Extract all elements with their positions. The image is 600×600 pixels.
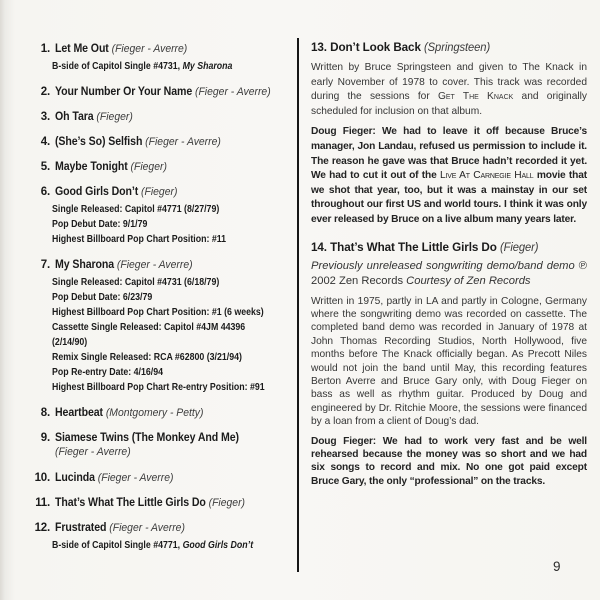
track-number: 7. — [40, 259, 50, 271]
track-item — [24, 85, 294, 99]
track-number: 8. — [40, 407, 50, 419]
track-title: Let Me Out — [55, 43, 109, 55]
track-title: Heartbeat — [55, 407, 103, 419]
text-segment: Highest Billboard Pop Chart Position: #11 — [52, 234, 227, 245]
track-credit: (Fieger) — [208, 497, 246, 509]
track-number: 10. — [34, 472, 50, 484]
section-heading — [311, 40, 573, 55]
text-segment: Doug Fieger: We had to work very fast and be well rehearsed because the money was so short and we had six songs to record and mix. No one got paid except Bruce Gary, the only “professional” on the tracks. — [311, 435, 587, 487]
track-body — [55, 110, 140, 124]
section-heading — [311, 240, 573, 255]
track-title-line — [55, 471, 173, 485]
track-title-line — [55, 496, 245, 510]
track-credit: (Fieger - Averre) — [97, 472, 174, 484]
text-segment: Cassette Single Released: Capitol #4JM 44396 — [52, 322, 246, 333]
track-title: Frustrated — [55, 522, 107, 534]
track-credit-line — [55, 445, 239, 460]
track-credit: (Fieger - Averre) — [116, 259, 193, 271]
page-number: 9 — [553, 559, 561, 574]
track-number: 5. — [40, 161, 50, 173]
text-segment: and originally scheduled for inclusion on that album. — [311, 91, 587, 117]
text-segment: Highest Billboard Pop Chart Position: #1 (6 weeks) — [52, 307, 264, 318]
track-detail-line — [52, 335, 265, 350]
section-subtitle — [311, 259, 587, 289]
track-detail-line — [52, 365, 265, 380]
track-detail-line — [52, 217, 226, 232]
track-body — [55, 160, 177, 174]
track-credit: (Fieger - Averre) — [111, 43, 188, 55]
track-detail-line — [52, 320, 265, 335]
track-title: Siamese Twins (The Monkey And Me) — [55, 432, 239, 444]
track-title-line — [55, 42, 241, 56]
track-credit: (Montgomery - Petty) — [105, 407, 204, 419]
track-item — [24, 110, 294, 124]
track-number: 3. — [40, 111, 50, 123]
track-number: 1. — [40, 43, 50, 55]
track-credit: (Fieger - Averre) — [145, 136, 221, 148]
track-title-line — [55, 258, 275, 272]
track-body — [55, 431, 255, 460]
text-segment: Pop Debut Date: 9/1/79 — [52, 219, 148, 230]
track-number: 2. — [40, 86, 50, 98]
column-divider — [297, 38, 299, 572]
track-title: Your Number Or Your Name — [55, 86, 193, 98]
text-segment: Doug Fieger: We had to leave it off because Bruce’s manager, Jon Landau, refused us permission to include it. The reason he gave was that Bruce hadn’t recorded it yet. We had to cut it out of the — [311, 126, 587, 182]
text-segment: Written in 1975, partly in LA and partly in Cologne, Germany where the songwriting demo was recorded on cassette. The completed band demo was recorded in January of 1978 at John Thomas Recording Studios, North Hollywood, five months before The Knack officially began. As Precott Niles would not join the band until May, this recording features Berton Averre and Bruce Gary only, with Doug Fieger on bass as well as rhythm guitar. Produced by Doug and engineered by Dr. Ritchie Moore, the sessions were financed by a loan from a client of Doug’s dad. — [311, 295, 587, 428]
track-detail-line — [52, 59, 232, 74]
track-body — [55, 85, 289, 99]
track-detail-line — [52, 380, 265, 395]
track-body — [55, 496, 262, 510]
track-body — [55, 406, 216, 420]
track-credit: (Fieger - Averre) — [109, 522, 185, 534]
track-item — [24, 160, 294, 174]
track-body — [55, 135, 235, 149]
track-details — [52, 538, 281, 553]
text-segment: B-side of Capitol Single #4731, — [52, 61, 183, 72]
track-credit: (Fieger - Averre) — [55, 446, 131, 458]
track-detail-line — [52, 232, 226, 247]
track-credit: (Fieger - Averre) — [194, 86, 271, 98]
section-number: 14. — [311, 239, 327, 254]
track-title-line — [55, 135, 221, 149]
track-body — [55, 471, 184, 485]
track-body — [52, 258, 294, 395]
section-title: That’s What The Little Girls Do — [330, 239, 497, 254]
paragraph — [311, 295, 587, 429]
track-number: 11. — [35, 497, 50, 509]
text-segment: (2/14/90) — [52, 337, 88, 348]
section-title: Don’t Look Back — [330, 40, 421, 54]
track-detail-line — [52, 202, 226, 217]
text-segment: Single Released: Capitol #4771 (8/27/79) — [52, 204, 220, 215]
text-segment: Courtesy of Zen Records — [406, 274, 531, 287]
text-segment: Single Released: Capitol #4731 (6/18/79) — [52, 277, 220, 288]
text-segment: Get The Knack — [437, 91, 514, 103]
section-credit: (Springsteen) — [424, 40, 491, 54]
text-segment: B-side of Capitol Single #4771, — [52, 540, 183, 551]
track-details — [52, 202, 250, 247]
track-item — [24, 521, 294, 553]
track-title-line — [55, 431, 239, 445]
text-segment: Pop Re-entry Date: 4/16/94 — [52, 367, 164, 378]
track-details — [52, 275, 294, 395]
liner-notes — [311, 40, 587, 500]
text-segment: My Sharona — [182, 61, 233, 72]
track-body — [52, 521, 281, 553]
track-body — [52, 42, 257, 74]
track-title-line — [55, 406, 203, 420]
text-segment: Live At Carnegie Hall — [439, 170, 534, 182]
text-segment: Highest Billboard Pop Chart Re-entry Position: #91 — [52, 382, 265, 393]
section-number: 13. — [311, 40, 327, 54]
track-number: 9. — [40, 432, 50, 444]
track-number: 12. — [34, 522, 50, 534]
track-item — [24, 431, 294, 460]
track-item — [24, 471, 294, 485]
article-section — [311, 40, 587, 228]
track-title: Maybe Tonight — [55, 161, 128, 173]
track-item — [24, 258, 294, 395]
text-segment: Pop Debut Date: 6/23/79 — [52, 292, 153, 303]
track-detail-line — [52, 350, 265, 365]
track-details — [52, 59, 257, 74]
track-detail-line — [52, 275, 265, 290]
paragraph — [311, 125, 587, 227]
track-detail-line — [52, 305, 265, 320]
track-body — [52, 185, 250, 247]
track-item — [24, 185, 294, 247]
track-list — [24, 42, 294, 564]
track-title: Oh Tara — [55, 111, 94, 123]
track-title: (She’s So) Selfish — [55, 136, 143, 148]
text-segment: movie that we shot that year, too, but it was a mainstay in our set throughout our first US and world tours. I think it was only ever released by Bruce on a live album many years later. — [311, 170, 587, 225]
track-title-line — [55, 160, 167, 174]
text-segment: ℗ 2002 Zen Records — [311, 259, 587, 287]
track-item — [24, 135, 294, 149]
track-title: Good Girls Don’t — [55, 186, 139, 198]
track-title: That’s What The Little Girls Do — [55, 497, 206, 509]
text-segment: Remix Single Released: RCA #62800 (3/21/94) — [52, 352, 242, 363]
track-detail-line — [52, 290, 265, 305]
track-credit: (Fieger) — [96, 111, 133, 123]
track-number: 6. — [40, 186, 50, 198]
track-item — [24, 496, 294, 510]
text-segment: Previously unreleased songwriting demo/band demo — [311, 259, 579, 272]
text-segment: Written by Bruce Springsteen and given to The Knack in early November of 1978 to cover. This track was recorded during the sessions for — [311, 62, 587, 103]
track-title-line — [55, 521, 263, 535]
track-credit: (Fieger) — [130, 161, 167, 173]
paragraph — [311, 435, 587, 489]
section-credit: (Fieger) — [499, 239, 539, 254]
track-detail-line — [52, 538, 253, 553]
text-segment: Good Girls Don’t — [182, 540, 254, 551]
track-number: 4. — [40, 136, 50, 148]
track-item — [24, 42, 294, 74]
track-title: Lucinda — [55, 472, 95, 484]
article-section — [311, 240, 587, 489]
track-title-line — [55, 110, 133, 124]
track-title-line — [55, 85, 271, 99]
track-item — [24, 406, 294, 420]
paragraph — [311, 61, 587, 119]
track-title-line — [55, 185, 234, 199]
track-title: My Sharona — [55, 259, 115, 271]
track-credit: (Fieger) — [141, 186, 178, 198]
